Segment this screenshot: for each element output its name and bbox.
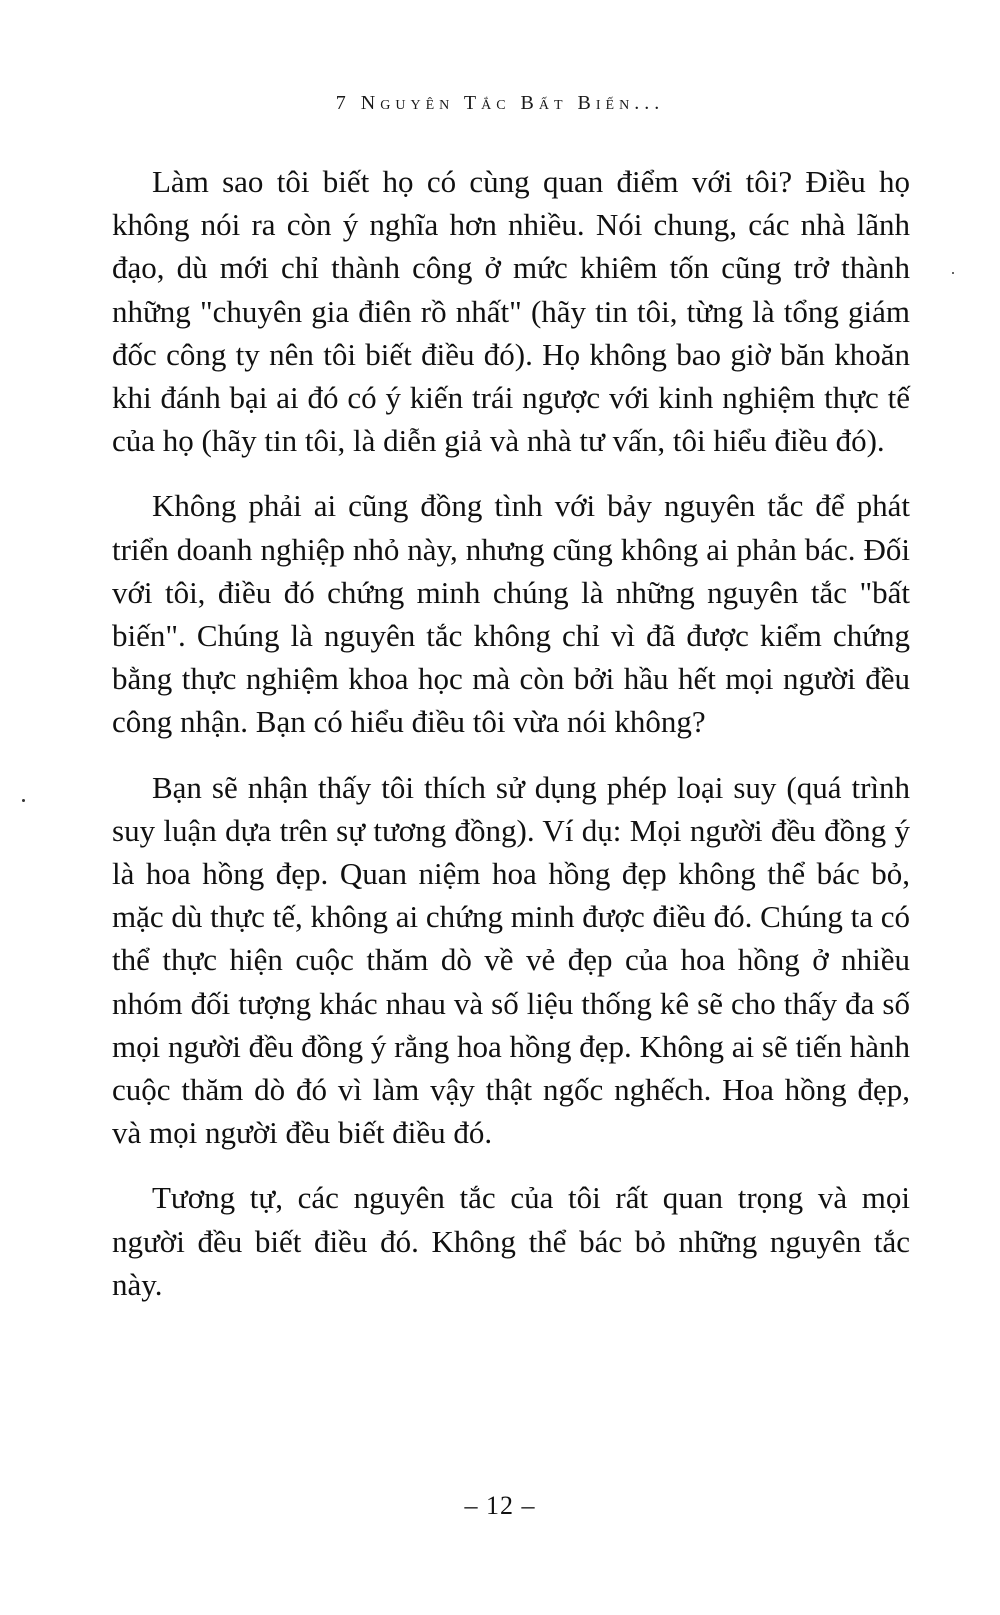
paragraph-3: Bạn sẽ nhận thấy tôi thích sử dụng phép loại suy (quá trình suy luận dựa trên sự tương đồng). Ví dụ: Mọi người đều đồng ý là hoa hồng đẹp. Quan niệm hoa hồng đẹp không thể bác bỏ, mặc dù thực tế, không ai chứng minh được điều đó. Chúng ta có thể thực hiện cuộc thăm dò về vẻ đẹp của hoa hồng ở nhiều nhóm đối tượng khác nhau và số liệu thống kê sẽ cho thấy đa số mọi người đều đồng ý rằng hoa hồng đẹp. Không ai sẽ tiến hành cuộc thăm dò đó vì làm vậy thật ngốc nghếch. Hoa hồng đẹp, và mọi người đều biết điều đó.: [112, 769, 910, 1151]
scan-speck: [22, 799, 25, 802]
paragraph-1: Làm sao tôi biết họ có cùng quan điểm với tôi? Điều họ không nói ra còn ý nghĩa hơn nhiều. Nói chung, các nhà lãnh đạo, dù mới chỉ thành công ở mức khiêm tốn cũng trở thành những "chuyên gia điên rồ nhất" (hãy tin tôi, từng là tổng giám đốc công ty nên tôi biết điều đó). Họ không bao giờ băn khoăn khi đánh bại ai đó có ý kiến trái ngược với kinh nghiệm thực tế của họ (hãy tin tôi, là diễn giả và nhà tư vấn, tôi hiểu điều đó).: [112, 164, 910, 459]
running-header: 7 Nguyên Tắc Bất Biến...: [335, 92, 665, 114]
paragraph-4: Tương tự, các nguyên tắc của tôi rất quan trọng và mọi người đều biết điều đó. Không thể bác bỏ những nguyên tắc này.: [112, 1180, 910, 1302]
scan-speck: [952, 272, 954, 274]
page-number: – 12 –: [464, 1491, 536, 1520]
paragraph-2: Không phải ai cũng đồng tình với bảy nguyên tắc để phát triển doanh nghiệp nhỏ này, nhưng cũng không ai phản bác. Đối với tôi, điều đó chứng minh chúng là những nguyên tắc "bất biến". Chúng là nguyên tắc không chỉ vì đã được kiểm chứng bằng thực nghiệm khoa học mà còn bởi hầu hết mọi người đều công nhận. Bạn có hiểu điều tôi vừa nói không?: [112, 488, 910, 740]
body-text: [112, 160, 910, 1328]
